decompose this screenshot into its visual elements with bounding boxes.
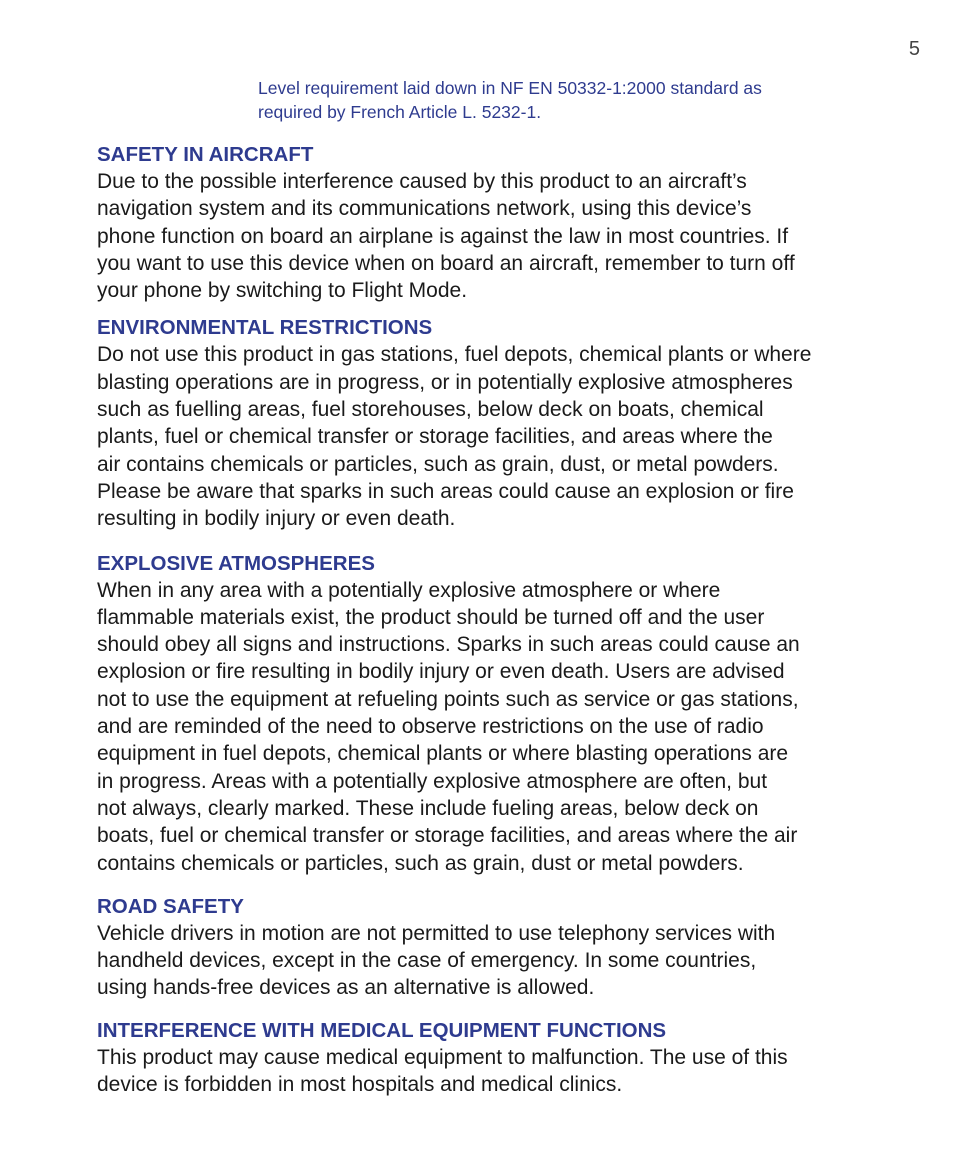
body-line: handheld devices, except in the case of emergency. In some countries,	[97, 949, 757, 973]
body-line: This product may cause medical equipment to malfunction. The use of this	[97, 1045, 788, 1069]
body-line: equipment in fuel depots, chemical plants or where blasting operations are	[97, 742, 789, 766]
section-medical-equipment-interference	[97, 1017, 887, 1099]
section-heading: ENVIRONMENTAL RESTRICTIONS	[97, 316, 433, 340]
document-body	[97, 141, 887, 1108]
body-line: resulting in bodily injury or even death.	[97, 507, 456, 531]
section-safety-in-aircraft	[97, 141, 887, 304]
body-line: Please be aware that sparks in such areas could cause an explosion or fire	[97, 479, 794, 503]
body-line: not always, clearly marked. These include fueling areas, below deck on	[97, 796, 759, 820]
section-heading: SAFETY IN AIRCRAFT	[97, 143, 314, 166]
body-line: Vehicle drivers in motion are not permitted to use telephony services with	[97, 921, 776, 945]
body-line: air contains chemicals or particles, such as grain, dust, or metal powders.	[97, 452, 779, 476]
section-body	[97, 1044, 887, 1099]
body-line: blasting operations are in progress, or in potentially explosive atmospheres	[97, 370, 793, 394]
intro-note-line: required by French Article L. 5232-1.	[258, 102, 542, 122]
body-line: should obey all signs and instructions. Sparks in such areas could cause an	[97, 633, 800, 657]
section-body	[97, 341, 887, 532]
section-heading: INTERFERENCE WITH MEDICAL EQUIPMENT FUNCTIONS	[97, 1018, 667, 1042]
body-line: phone function on board an airplane is against the law in most countries. If	[97, 224, 789, 248]
body-line: device is forbidden in most hospitals and medical clinics.	[97, 1073, 623, 1097]
section-environmental-restrictions	[97, 314, 887, 532]
body-line: not to use the equipment at refueling points such as service or gas stations,	[97, 687, 799, 711]
section-heading: EXPLOSIVE ATMOSPHERES	[97, 551, 375, 575]
body-line: you want to use this device when on board an aircraft, remember to turn off	[97, 251, 795, 275]
intro-note	[258, 76, 878, 124]
body-line: explosion or fire resulting in bodily injury or even death. Users are advised	[97, 660, 785, 684]
section-heading: ROAD SAFETY	[97, 894, 244, 918]
body-line: navigation system and its communications network, using this device’s	[97, 197, 752, 221]
body-line: such as fuelling areas, fuel storehouses, below deck on boats, chemical	[97, 398, 764, 422]
body-line: boats, fuel or chemical transfer or storage facilities, and areas where the air	[97, 824, 798, 848]
section-body	[97, 168, 887, 304]
body-line: When in any area with a potentially explosive atmosphere or where	[97, 578, 721, 602]
body-line: your phone by switching to Flight Mode.	[97, 279, 468, 303]
section-body	[97, 577, 887, 877]
section-road-safety	[97, 893, 887, 1002]
intro-note-line: Level requirement laid down in NF EN 50332-1:2000 standard as	[258, 78, 762, 98]
page-number: 5	[908, 38, 920, 60]
body-line: Due to the possible interference caused by this product to an aircraft’s	[97, 170, 747, 193]
section-body	[97, 920, 887, 1002]
body-line: in progress. Areas with a potentially explosive atmosphere are often, but	[97, 769, 768, 793]
body-line: and are reminded of the need to observe restrictions on the use of radio	[97, 715, 764, 739]
body-line: flammable materials exist, the product should be turned off and the user	[97, 605, 765, 629]
body-line: plants, fuel or chemical transfer or storage facilities, and areas where the	[97, 425, 773, 449]
body-line: Do not use this product in gas stations, fuel depots, chemical plants or where	[97, 343, 812, 367]
body-line: using hands-free devices as an alternative is allowed.	[97, 976, 595, 1000]
section-explosive-atmospheres	[97, 550, 887, 877]
body-line: contains chemicals or particles, such as grain, dust or metal powders.	[97, 851, 744, 875]
